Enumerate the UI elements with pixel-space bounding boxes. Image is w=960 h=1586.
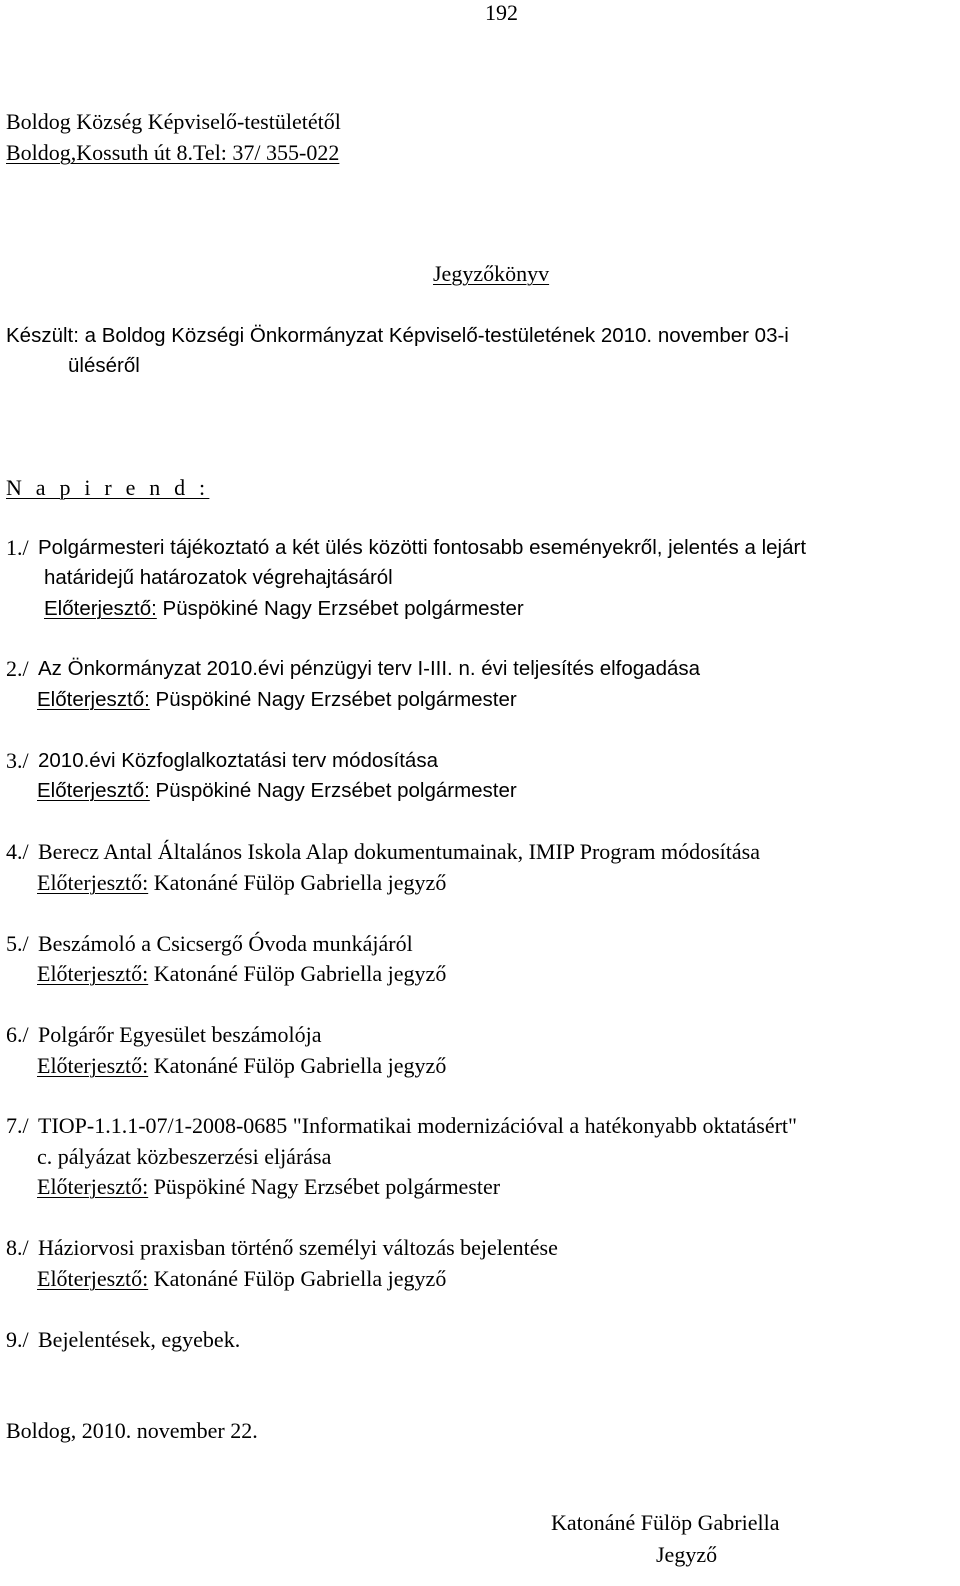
agenda-item-number: 6./ <box>6 1022 29 1047</box>
agenda-item-text: c. pályázat közbeszerzési eljárása <box>37 1144 332 1169</box>
presenter-label: Előterjesztő: <box>37 1174 149 1199</box>
signature-name: Katonáné Fülöp Gabriella <box>551 1510 780 1535</box>
presenter-name: Katonáné Fülöp Gabriella jegyző <box>153 1053 447 1078</box>
presenter-line <box>37 868 446 898</box>
address-line: Boldog,Kossuth út 8.Tel: 37/ 355-022 <box>6 140 340 165</box>
agenda-item-number: 9./ <box>6 1327 29 1352</box>
presenter-label: Előterjesztő: <box>37 870 149 895</box>
agenda-item-text: Háziorvosi praxisban történő személyi változás bejelentése <box>38 1235 558 1260</box>
agenda-item-text: Beszámoló a Csicsergő Óvoda munkájáról <box>38 931 413 956</box>
agenda-item-number: 7./ <box>6 1113 29 1138</box>
presenter-label: Előterjesztő: <box>37 779 150 802</box>
agenda-item-number: 1./ <box>6 535 29 560</box>
agenda-item-number: 2./ <box>6 656 29 681</box>
presenter-line <box>37 1264 446 1294</box>
presenter-line <box>37 959 446 989</box>
presenter-label: Előterjesztő: <box>37 961 149 986</box>
agenda-item-text: TIOP-1.1.1-07/1-2008-0685 "Informatikai modernizációval a hatékonyabb oktatásért" <box>38 1113 798 1138</box>
presenter-name: Püspökiné Nagy Erzsébet polgármester <box>162 597 524 620</box>
signature-role: Jegyző <box>656 1542 718 1567</box>
presenter-line <box>44 594 524 624</box>
presenter-line <box>37 685 517 715</box>
agenda-heading: N a p i r e n d : <box>6 475 210 500</box>
agenda-item-number: 3./ <box>6 748 29 773</box>
agenda-item-text: Polgárőr Egyesület beszámolója <box>38 1022 322 1047</box>
presenter-name: Püspökiné Nagy Erzsébet polgármester <box>153 1174 501 1199</box>
page-number: 192 <box>485 0 518 25</box>
presenter-line <box>37 1172 500 1202</box>
agenda-item-number: 4./ <box>6 839 29 864</box>
presenter-label: Előterjesztő: <box>37 1266 149 1291</box>
agenda-item-text: Bejelentések, egyebek. <box>38 1327 241 1352</box>
presenter-name: Katonáné Fülöp Gabriella jegyző <box>153 870 447 895</box>
presenter-name: Katonáné Fülöp Gabriella jegyző <box>153 961 447 986</box>
agenda-item-text: Polgármesteri tájékoztató a két ülés közötti fontosabb eseményekről, jelentés a lejárt <box>38 536 807 559</box>
presenter-name: Püspökiné Nagy Erzsébet polgármester <box>155 688 517 711</box>
intro-line-2: üléséről <box>68 354 140 377</box>
agenda-item-number: 8./ <box>6 1235 29 1260</box>
agenda-item-text: Az Önkormányzat 2010.évi pénzügyi terv I-III. n. évi teljesítés elfogadása <box>38 657 701 680</box>
presenter-label: Előterjesztő: <box>44 597 157 620</box>
agenda-item-number: 5./ <box>6 931 29 956</box>
presenter-line <box>37 776 517 806</box>
presenter-name: Katonáné Fülöp Gabriella jegyző <box>153 1266 447 1291</box>
intro-line-1: Készült: a Boldog Községi Önkormányzat Képviselő-testületének 2010. november 03-i <box>6 324 789 347</box>
agenda-item-text: Berecz Antal Általános Iskola Alap dokumentumainak, IMIP Program módosítása <box>38 839 760 864</box>
presenter-line <box>37 1051 446 1081</box>
presenter-label: Előterjesztő: <box>37 688 150 711</box>
presenter-label: Előterjesztő: <box>37 1053 149 1078</box>
document-title: Jegyzőkönyv <box>433 261 550 286</box>
sender-line: Boldog Község Képviselő-testületétől <box>6 109 341 134</box>
agenda-item-text: 2010.évi Közfoglalkoztatási terv módosítása <box>38 749 438 772</box>
agenda-item-text: határidejű határozatok végrehajtásáról <box>44 566 393 589</box>
presenter-name: Püspökiné Nagy Erzsébet polgármester <box>155 779 517 802</box>
place-date: Boldog, 2010. november 22. <box>6 1418 258 1443</box>
